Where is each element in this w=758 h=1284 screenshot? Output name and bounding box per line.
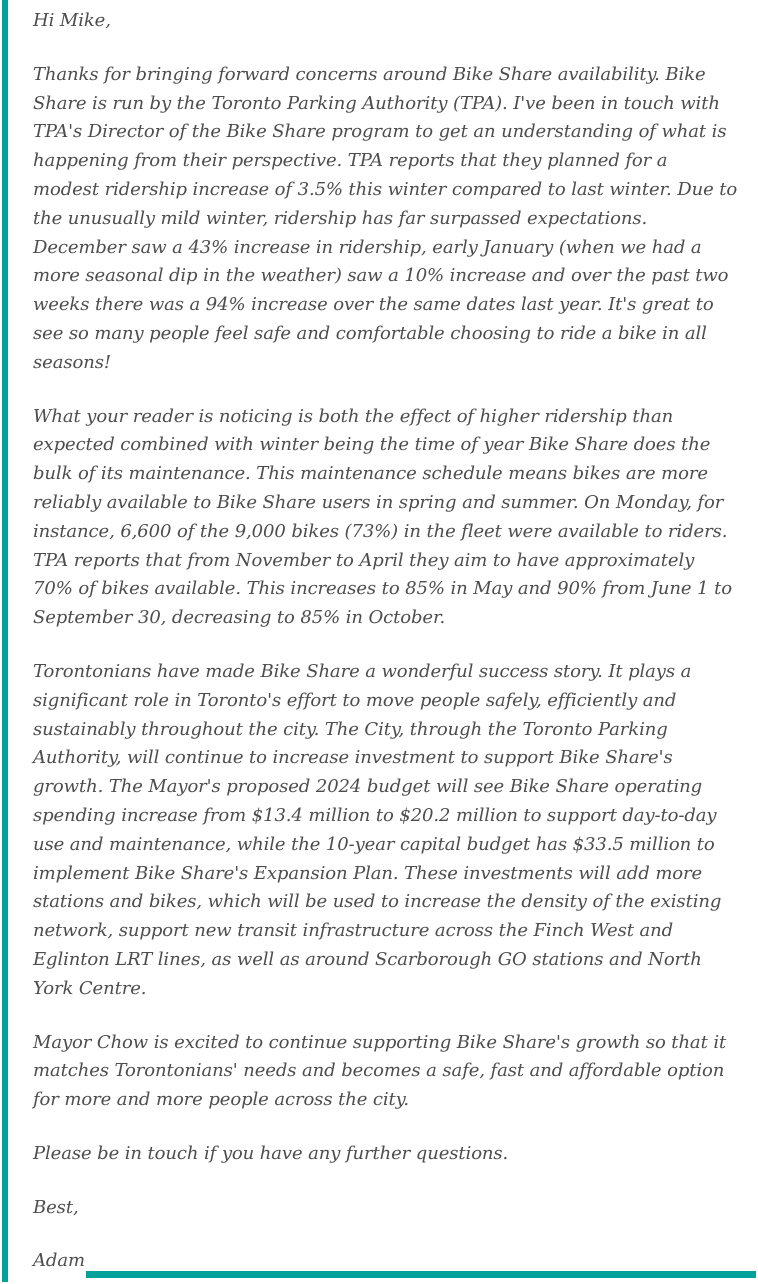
bottom-teal-divider (86, 1271, 756, 1278)
letter-paragraph: Mayor Chow is excited to continue supporting Bike Share's growth so that it matches Torontonians' needs and becomes a safe, fast and affordable option for more and more people across the city. (33, 1031, 727, 1111)
letter-paragraph: Adam (33, 1250, 85, 1272)
letter-paragraph: What your reader is noticing is both the effect of higher ridership than expected combined with winter being the time of year Bike Share does the bulk of its maintenance. This maintenance schedule means bikes are more reliably available to Bike Share users in spring and summer. On Monday, for instance, 6,600 of the 9,000 bikes (73%) in the fleet were available to riders. TPA reports that from November to April they aim to have approximately 70% of bikes available. This increases to 85% in May and 90% from June 1 to September 30, decreasing to 85% in October. (33, 405, 732, 629)
letter-paragraph: Best, (33, 1196, 79, 1218)
letter-paragraph: Please be in touch if you have any further questions. (33, 1142, 509, 1164)
letter-paragraph: Hi Mike, (33, 10, 111, 31)
letter-paragraph: Thanks for bringing forward concerns around Bike Share availability. Bike Share is run by the Toronto Parking Authority (TPA). I've been in touch with TPA's Director of the Bike Share program to get an understanding of what is happening from their perspective. TPA reports that they planned for a modest ridership increase of 3.5% this winter compared to last winter. Due to the unusually mild winter, ridership has far surpassed expectations. December saw a 43% increase in ridership, early January (when we had a more seasonal dip in the weather) saw a 10% increase and over the past two weeks there was a 94% increase over the same dates last year. It's great to see so many people feel safe and comfortable choosing to ride a bike in all seasons! (33, 63, 738, 373)
letter-paragraph: Torontonians have made Bike Share a wonderful success story. It plays a significant role in Toronto's effort to move people safely, efficiently and sustainably throughout the city. The City, through the Toronto Parking Authority, will continue to increase investment to support Bike Share's growth. The Mayor's proposed 2024 budget will see Bike Share operating spending increase from $13.4 million to $20.2 million to support day-to-day use and maintenance, while the 10-year capital budget has $33.5 million to implement Bike Share's Expansion Plan. These investments will add more stations and bikes, which will be used to increase the density of the existing network, support new transit infrastructure across the Finch West and Eglinton LRT lines, as well as around Scarborough GO stations and North York Centre. (33, 660, 722, 999)
quote-left-border (2, 0, 8, 1282)
